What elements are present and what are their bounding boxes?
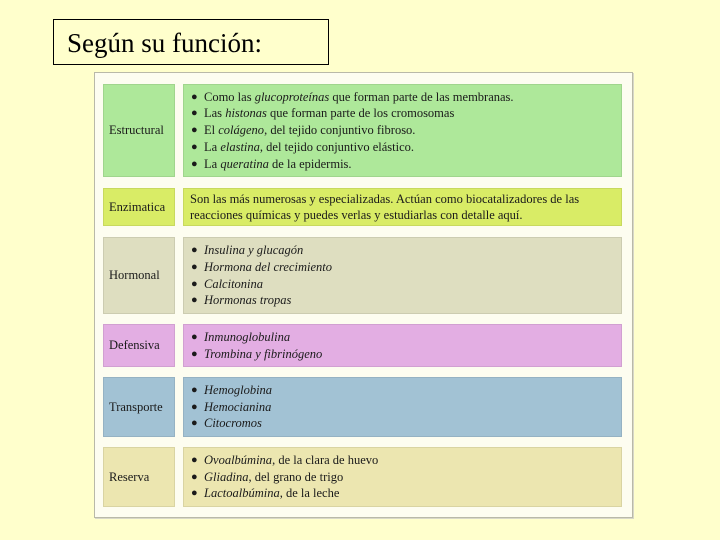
bullet-icon: ● — [191, 400, 198, 413]
list-item: ● Citocromos — [191, 416, 262, 431]
protein-function-table — [94, 72, 633, 518]
item-list — [190, 382, 615, 432]
list-item: ● Gliadina, del grano de trigo — [191, 469, 344, 484]
bullet-icon: ● — [191, 260, 198, 273]
list-item: ● Insulina y glucagón — [191, 242, 304, 257]
row-label: Estructural — [103, 84, 175, 177]
bullet-icon: ● — [191, 470, 198, 483]
row-enzimatica — [103, 188, 623, 226]
list-item: ● Hormona del crecimiento — [191, 259, 332, 274]
item-list — [190, 89, 615, 173]
list-item: ● La elastina, del tejido conjuntivo elástico. — [191, 139, 415, 154]
description-text: Son las más numerosas y especializadas. Actúan como biocatalizadores de las reacciones químicas y puedes verlas y estudiarlas con detalle aquí. — [190, 192, 580, 222]
list-item: ● Ovoalbúmina, de la clara de huevo — [191, 452, 379, 467]
list-item: ● Lactoalbúmina, de la leche — [191, 486, 340, 501]
list-item: ● Inmunoglobulina — [191, 329, 291, 344]
item-list — [190, 242, 615, 309]
list-item: ● Las histonas que forman parte de los cromosomas — [191, 106, 455, 121]
row-label: Hormonal — [103, 237, 175, 314]
list-item: ● Trombina y fibrinógeno — [191, 346, 323, 361]
row-label: Defensiva — [103, 324, 175, 367]
row-label: Enzimatica — [103, 188, 175, 226]
bullet-icon: ● — [191, 294, 198, 307]
row-label: Transporte — [103, 377, 175, 437]
bullet-icon: ● — [191, 453, 198, 466]
row-transporte — [103, 377, 623, 437]
bullet-icon: ● — [191, 330, 198, 343]
list-item: ● El colágeno, del tejido conjuntivo fibroso. — [191, 123, 416, 138]
bullet-icon: ● — [191, 140, 198, 153]
bullet-icon: ● — [191, 417, 198, 430]
row-content — [183, 377, 622, 437]
row-label: Reserva — [103, 447, 175, 507]
list-item: ● Como las glucoproteínas que forman parte de las membranas. — [191, 89, 514, 104]
row-content — [183, 237, 622, 314]
row-reserva — [103, 447, 623, 507]
row-defensiva — [103, 324, 623, 367]
row-content — [183, 324, 622, 367]
row-content — [183, 188, 622, 226]
bullet-icon: ● — [191, 157, 198, 170]
row-content — [183, 84, 622, 177]
list-item: ● Calcitonina — [191, 276, 264, 291]
bullet-icon: ● — [191, 487, 198, 500]
bullet-icon: ● — [191, 243, 198, 256]
bullet-icon: ● — [191, 90, 198, 103]
bullet-icon: ● — [191, 124, 198, 137]
bullet-icon: ● — [191, 277, 198, 290]
row-content — [183, 447, 622, 507]
item-list — [190, 329, 615, 363]
list-item: ● Hormonas tropas — [191, 293, 292, 308]
row-hormonal — [103, 237, 623, 314]
slide-title: Según su función: — [53, 19, 329, 65]
list-item: ● Hemoglobina — [191, 382, 273, 397]
bullet-icon: ● — [191, 107, 198, 120]
row-estructural — [103, 84, 623, 177]
list-item: ● Hemocianina — [191, 399, 272, 414]
bullet-icon: ● — [191, 383, 198, 396]
list-item: ● La queratina de la epidermis. — [191, 156, 352, 171]
item-list — [190, 452, 615, 502]
bullet-icon: ● — [191, 347, 198, 360]
